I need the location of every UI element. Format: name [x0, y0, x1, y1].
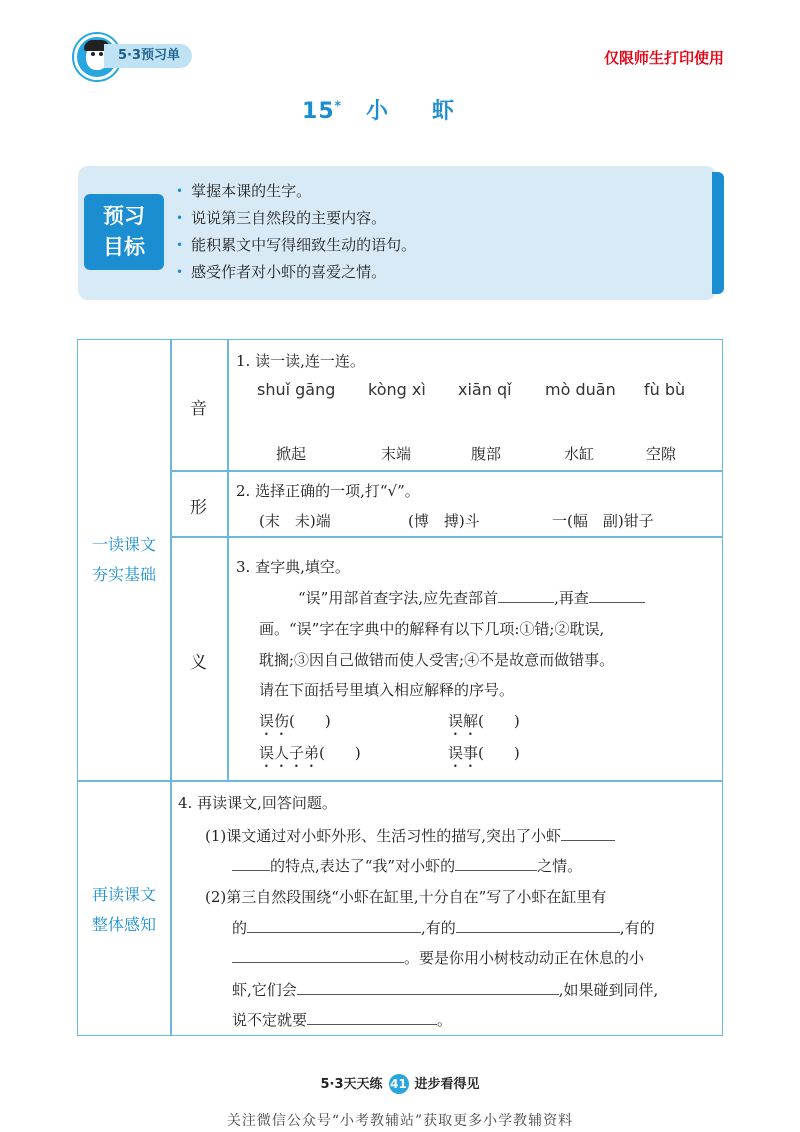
question-1: 1. 读一读,连一连。: [236, 352, 365, 370]
goal-item: • 说说第三自然段的主要内容。: [176, 209, 387, 227]
meaning-label: 义: [190, 653, 207, 673]
goal-tag-line1: 预习: [103, 204, 145, 228]
sound-label: 音: [190, 399, 207, 419]
goal-item: • 掌握本课的生字。: [176, 182, 312, 200]
choice-item: 一(幅 副)钳子: [552, 512, 654, 530]
word-item: 空隙: [646, 445, 677, 463]
question-2: 2. 选择正确的一项,打“√”。: [236, 482, 420, 500]
section1-label: 一读课文 夯实基础: [91, 535, 156, 584]
answer-line: 的 ,有的 ,有的: [232, 916, 655, 938]
goal-item: • 能积累文中写得细致生动的语句。: [176, 236, 417, 254]
answer-line: 。要是你用小树枝动动正在休息的小: [232, 946, 644, 968]
choice-item: (博 搏)斗: [408, 512, 480, 530]
page-number: 41: [389, 1074, 409, 1094]
choice-item: (末 未)端: [259, 512, 331, 530]
question-3: 3. 查字典,填空。: [236, 558, 350, 576]
bottom-note: 关注微信公众号“小考教辅站”获取更多小学教辅资料: [226, 1113, 574, 1129]
footer-left: 5·3天天练: [320, 1077, 383, 1092]
meaning-line: 请在下面括号里填入相应解释的序号。: [259, 681, 515, 699]
word-item: 腹部: [471, 445, 502, 463]
answer-line: (2)第三自然段围绕“小虾在缸里,十分自在”写了小虾在缸里有: [205, 888, 607, 906]
print-notice: 仅限师生打印使用: [603, 49, 724, 67]
goal-box-edge: [712, 172, 724, 294]
question-4: 4. 再读课文,回答问题。: [178, 794, 337, 812]
lesson-title: [0, 94, 800, 125]
goal-list: [176, 178, 416, 286]
word-item: 水缸: [564, 445, 595, 463]
pinyin-item: xiān qǐ: [458, 380, 512, 399]
pinyin-item: fù bù: [644, 380, 686, 399]
answer-line: (1)课文通过对小虾外形、生活习性的描写,突出了小虾: [205, 824, 615, 846]
fill-item: 误人子弟( ): [259, 744, 361, 762]
answer-line: 的特点,表达了“我”对小虾的 之情。: [232, 854, 582, 876]
goal-tag: [84, 194, 164, 270]
pinyin-item: mò duān: [545, 380, 616, 399]
pinyin-item: kòng xì: [368, 380, 426, 399]
word-item: 掀起: [276, 445, 307, 463]
goal-item: • 感受作者对小虾的喜爱之情。: [176, 263, 387, 281]
answer-line: 虾,它们会 ,如果碰到同伴,: [232, 978, 658, 1000]
page-footer: [0, 1073, 800, 1094]
form-label: 形: [190, 498, 207, 518]
goal-tag-line2: 目标: [103, 235, 145, 259]
meaning-line: 耽搁;③因自己做错而使人受害;④不是故意而做错事。: [259, 651, 615, 669]
section2-label: 再读课文 整体感知: [91, 885, 156, 934]
series-label: 5·3预习单: [104, 44, 192, 68]
exercise-table: [77, 339, 723, 1036]
lesson-number: 15: [302, 99, 335, 124]
word-item: 末端: [381, 445, 412, 463]
fill-item: 误事( ): [448, 744, 520, 762]
fill-item: 误伤( ): [259, 712, 331, 730]
meaning-line: 画。“误”字在字典中的解释有以下几项:①错;②耽误,: [259, 620, 605, 638]
lesson-mark: *: [334, 98, 342, 113]
meaning-line: “误”用部首查字法,应先查部首 ,再查: [298, 586, 645, 608]
answer-line: 说不定就要 。: [232, 1008, 452, 1030]
footer-right: 进步看得见: [414, 1077, 480, 1092]
pinyin-item: shuǐ gāng: [257, 380, 336, 399]
fill-item: 误解( ): [448, 712, 520, 730]
lesson-name: 小虾: [365, 99, 498, 124]
